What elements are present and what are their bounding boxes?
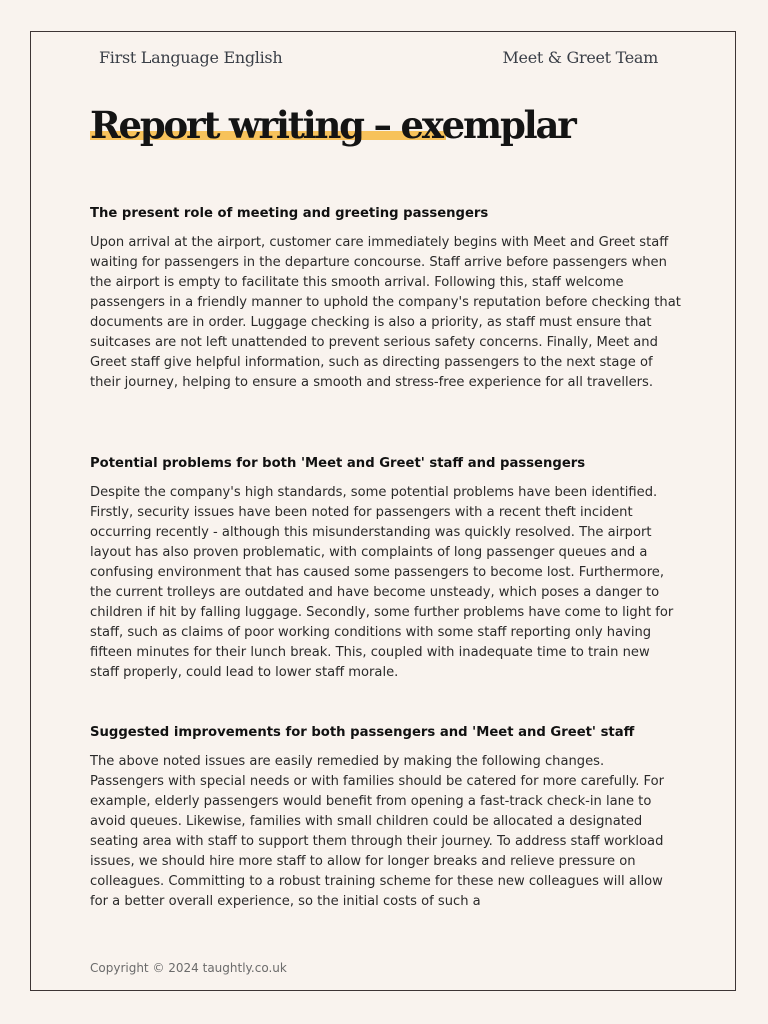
section-heading: The present role of meeting and greeting passengers <box>90 206 489 221</box>
subject-label: First Language English <box>99 48 283 67</box>
section-body: Despite the company's high standards, some potential problems have been identified. Firstly, security issues have been noted for passengers with a recent theft incident occurring recently - although this misunderstanding was quickly resolved. The airport layout has also proven problematic, with complaints of long passenger queues and a confusing environment that has caused some passengers to become lost. Furthermore, the current trolleys are outdated and have become unsteady, which poses a danger to children if hit by falling luggage. Secondly, some further problems have come to light for staff, such as claims of poor working conditions with some staff reporting only having fifteen minutes for their lunch break. This, coupled with inadequate time to train new staff properly, could lead to lower staff morale. <box>90 485 674 680</box>
section-present-role <box>90 205 682 393</box>
title-block <box>90 96 575 156</box>
section-body: The above noted issues are easily remedied by making the following changes. Passengers with special needs or with families should be catered for more carefully. For example, elderly passengers would benefit from opening a fast-track check-in lane to avoid queues. Likewise, families with small children could be allocated a designated seating area with staff to support them through their journey. To address staff workload issues, we should hire more staff to allow for longer breaks and relieve pressure on colleagues. Committing to a robust training scheme for these new colleagues will allow for a better overall experience, so the initial costs of such a <box>90 754 664 909</box>
page-title: Report writing – exemplar <box>90 103 575 147</box>
section-heading: Potential problems for both 'Meet and Greet' staff and passengers <box>90 456 586 471</box>
section-body: Upon arrival at the airport, customer care immediately begins with Meet and Greet staff waiting for passengers in the departure concourse. Staff arrive before passengers when the airport is empty to facilitate this smooth arrival. Following this, staff welcome passengers in a friendly manner to uphold the company's reputation before checking that documents are in order. Luggage checking is also a priority, as staff must ensure that suitcases are not left unattended to prevent serious safety concerns. Finally, Meet and Greet staff give helpful information, such as directing passengers to the next stage of their journey, helping to ensure a smooth and stress-free experience for all travellers. <box>90 235 681 390</box>
copyright-footer: Copyright © 2024 taughtly.co.uk <box>90 961 287 975</box>
section-heading: Suggested improvements for both passengers and 'Meet and Greet' staff <box>90 725 635 740</box>
section-suggested-improvements <box>90 724 682 912</box>
section-potential-problems <box>90 455 682 683</box>
team-label: Meet & Greet Team <box>502 48 658 67</box>
